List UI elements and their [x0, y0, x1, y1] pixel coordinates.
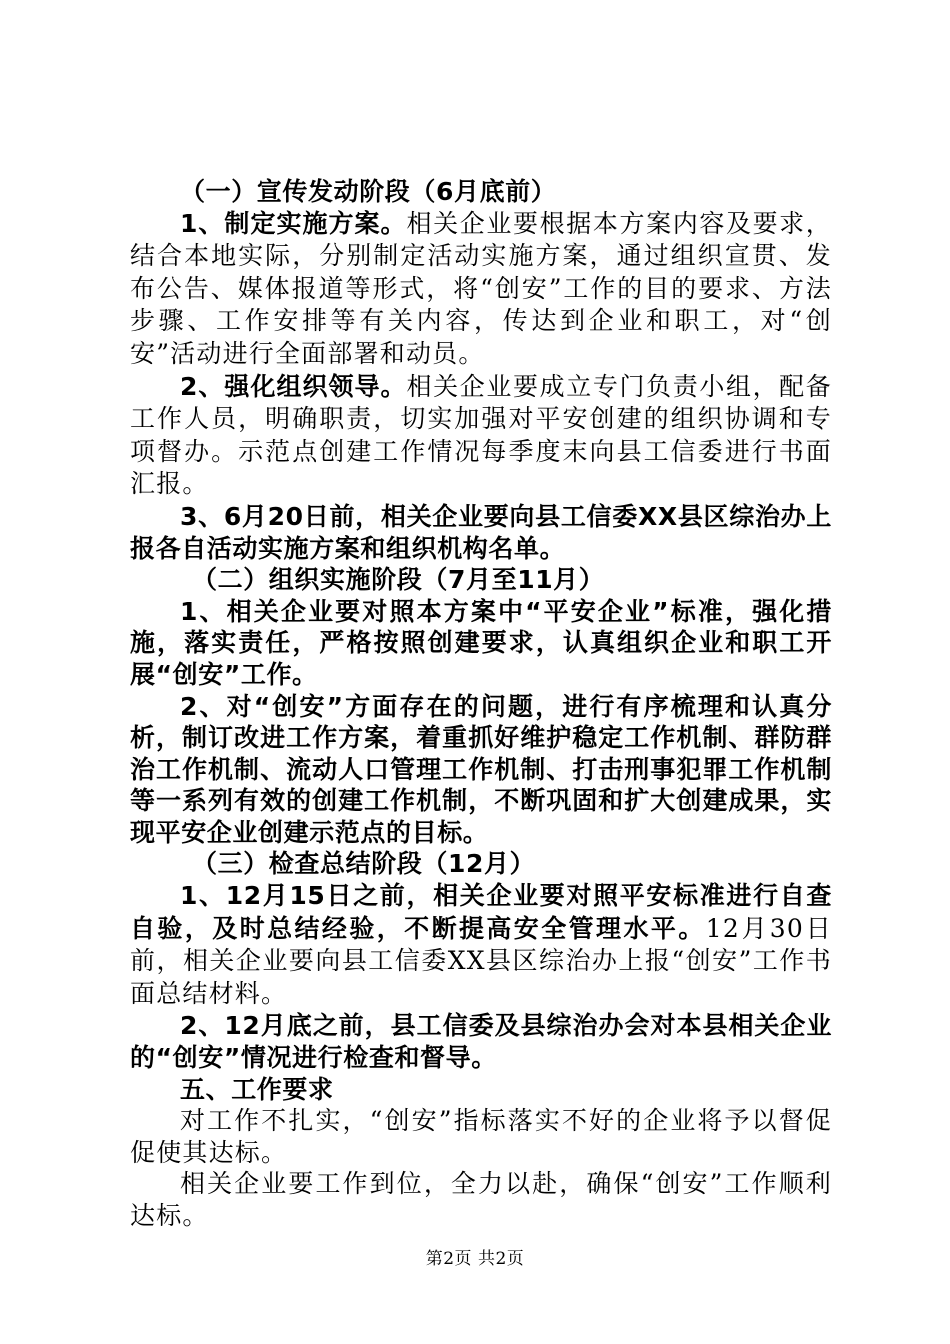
- stage2-heading: （二）组织实施阶段（7月至11月）: [192, 565, 605, 595]
- section5-para1: 对工作不扎实，“创安”指标落实不好的企业将予以督促促使其达标。: [130, 1106, 832, 1167]
- stage3-item2: 2、12月底之前，县工信委及县综治办会对本县相关企业的“创安”情况进行检查和督导。: [130, 1011, 832, 1073]
- stage1-item2-body: 相关企业要成立专门负责小组，配备工作人员，明确职责，切实加强对平安创建的组织协调和专项督办。示范点创建工作情况每季度末向县工信委进行书面汇报。: [130, 371, 832, 499]
- section5-para2: 相关企业要工作到位，全力以赴，确保“创安”工作顺利达标。: [130, 1169, 832, 1230]
- stage3-item1-main: 1、12月15日之前，相关企业要对照平安标准进行自查自验，及时总结经验，不断提高安全管理水平。: [130, 881, 832, 943]
- stage1-item3: 3、6月20日前，相关企业要向县工信委XX县区综治办上报各自活动实施方案和组织机构名单。: [130, 501, 832, 563]
- document-body: [130, 176, 832, 1232]
- section5-heading: 五、工作要求: [180, 1074, 334, 1104]
- page-number-footer: 第2页 共2页: [425, 1249, 525, 1269]
- stage3-item1: [130, 880, 832, 1010]
- stage1-item2-title: 2、强化组织领导。: [180, 371, 407, 401]
- stage1-item2: [130, 371, 832, 501]
- stage3-item1-report: 12月30日前，相关企业要向县工信委XX县区综治办上报“创安”工作书面总结材料。: [130, 913, 832, 1008]
- stage2-item1: 1、相关企业要对照本方案中“平安企业”标准，强化措施，落实责任，严格按照创建要求，认真组织企业和职工开展“创安”工作。: [130, 596, 832, 689]
- stage3-heading: （三）检查总结阶段（12月）: [192, 849, 536, 879]
- stage1-item1: [130, 208, 832, 371]
- stage2-item2: 2、对“创安”方面存在的问题，进行有序梳理和认真分析，制订改进工作方案，着重抓好维护稳定工作机制、群防群治工作机制、流动人口管理工作机制、打击刑事犯罪工作机制等一系列有效的创建工作机制，不断巩固和扩大创建成果，实现平安企业创建示范点的目标。: [130, 691, 832, 847]
- stage1-item1-title: 1、制定实施方案。: [180, 208, 407, 238]
- stage1-heading: （一）宣传发动阶段（6月底前）: [180, 177, 557, 206]
- stage1-item1-body: 相关企业要根据本方案内容及要求，结合本地实际，分别制定活动实施方案，通过组织宣贯、发布公告、媒体报道等形式，将“创安”工作的目的要求、方法步骤、工作安排等有关内容，传达到企业和职工，对“创安”活动进行全面部署和动员。: [130, 208, 832, 368]
